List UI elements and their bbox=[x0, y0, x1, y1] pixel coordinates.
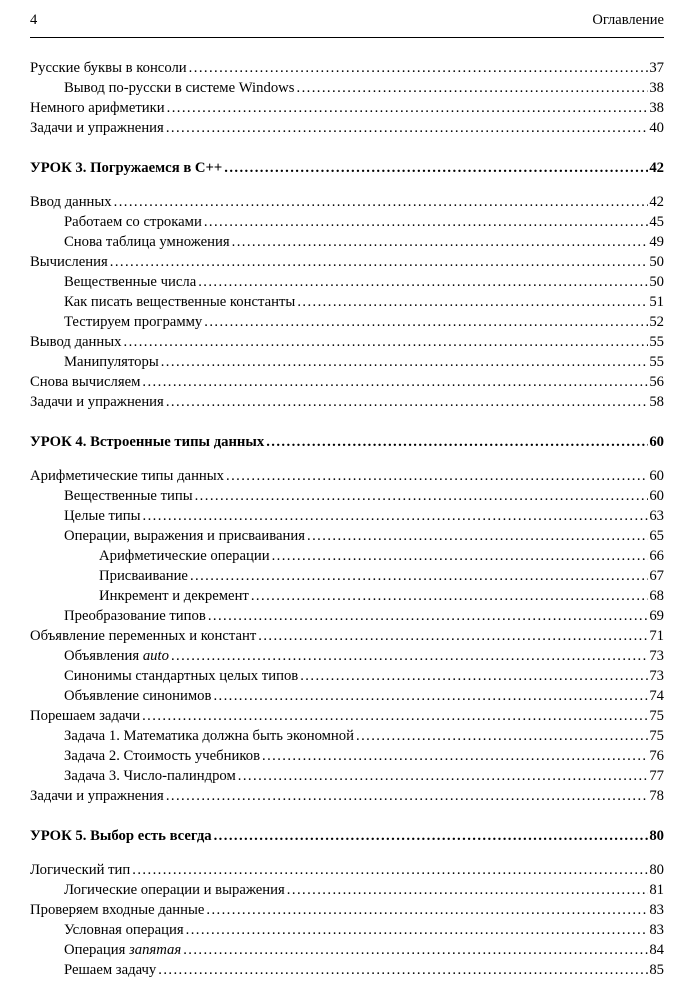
toc-entry bbox=[30, 78, 664, 98]
toc-entry-page-number: 55 bbox=[649, 354, 664, 370]
dot-leader bbox=[166, 786, 649, 806]
dot-leader bbox=[142, 372, 648, 392]
table-of-contents bbox=[30, 58, 664, 980]
dot-leader bbox=[262, 746, 648, 766]
toc-entry-page-number: 76 bbox=[649, 748, 664, 764]
dot-leader bbox=[272, 546, 649, 566]
dot-leader bbox=[232, 232, 649, 252]
toc-entry-page-number: 80 bbox=[649, 862, 664, 878]
toc-section-heading bbox=[30, 826, 664, 846]
dot-leader bbox=[198, 272, 648, 292]
toc-entry bbox=[30, 312, 664, 332]
toc-entry-page-number: 84 bbox=[649, 942, 664, 958]
toc-entry-title: Задачи и упражнения bbox=[30, 788, 164, 804]
dot-leader bbox=[166, 118, 649, 138]
toc-entry bbox=[30, 586, 664, 606]
toc-entry-page-number: 58 bbox=[649, 394, 664, 410]
dot-leader bbox=[110, 252, 649, 272]
toc-entry-page-number: 38 bbox=[649, 100, 664, 116]
toc-entry bbox=[30, 706, 664, 726]
dot-leader bbox=[204, 212, 648, 232]
toc-entry-page-number: 65 bbox=[649, 528, 664, 544]
toc-entry-title: Вычисления bbox=[30, 254, 108, 270]
toc-section-heading-page-number: 60 bbox=[649, 434, 664, 450]
toc-entry-page-number: 71 bbox=[649, 628, 664, 644]
toc-entry-page-number: 68 bbox=[649, 588, 664, 604]
toc-entry-page-number: 69 bbox=[649, 608, 664, 624]
toc-entry-title: Как писать вещественные константы bbox=[64, 294, 296, 310]
dot-leader bbox=[142, 706, 648, 726]
toc-entry bbox=[30, 940, 664, 960]
toc-entry-title: Объявление переменных и констант bbox=[30, 628, 257, 644]
dot-leader bbox=[266, 432, 648, 452]
toc-entry-title: Присваивание bbox=[99, 568, 188, 584]
toc-entry bbox=[30, 232, 664, 252]
toc-entry-page-number: 81 bbox=[649, 882, 664, 898]
toc-section bbox=[30, 432, 664, 806]
toc-entry-title: Объявление синонимов bbox=[64, 688, 212, 704]
page-header bbox=[30, 10, 664, 38]
toc-entry-title: Задачи и упражнения bbox=[30, 120, 164, 136]
dot-leader bbox=[307, 526, 648, 546]
dot-leader bbox=[190, 566, 648, 586]
toc-section-heading-title: УРОК 5. Выбор есть всегда bbox=[30, 828, 212, 844]
toc-entry bbox=[30, 192, 664, 212]
toc-entry-page-number: 38 bbox=[649, 80, 664, 96]
toc-entry-page-number: 83 bbox=[649, 922, 664, 938]
toc-section-heading-title: УРОК 4. Встроенные типы данных bbox=[30, 434, 265, 450]
toc-entry bbox=[30, 960, 664, 980]
toc-entry-page-number: 73 bbox=[649, 668, 664, 684]
dot-leader bbox=[238, 766, 649, 786]
toc-entry-title: Снова вычисляем bbox=[30, 374, 141, 390]
toc-entry bbox=[30, 920, 664, 940]
toc-entry bbox=[30, 506, 664, 526]
toc-entry bbox=[30, 372, 664, 392]
toc-section-heading-page-number: 80 bbox=[649, 828, 664, 844]
dot-leader bbox=[356, 726, 648, 746]
dot-leader bbox=[183, 940, 648, 960]
toc-section-heading bbox=[30, 158, 664, 178]
toc-entry-title: Преобразование типов bbox=[64, 608, 206, 624]
toc-entry-page-number: 67 bbox=[649, 568, 664, 584]
toc-entry bbox=[30, 58, 664, 78]
dot-leader bbox=[297, 292, 648, 312]
toc-entry-page-number: 85 bbox=[649, 962, 664, 978]
toc-entry-title: Операции, выражения и присваивания bbox=[64, 528, 306, 544]
toc-entry-title: Вывод данных bbox=[30, 334, 122, 350]
toc-section bbox=[30, 826, 664, 980]
toc-entry-title: Логический тип bbox=[30, 862, 131, 878]
dot-leader bbox=[171, 646, 648, 666]
toc-entry-page-number: 49 bbox=[649, 234, 664, 250]
toc-entry-title: Тестируем программу bbox=[64, 314, 203, 330]
toc-entry bbox=[30, 526, 664, 546]
toc-entry-title: Порешаем задачи bbox=[30, 708, 141, 724]
toc-entry-page-number: 55 bbox=[649, 334, 664, 350]
toc-entry-page-number: 60 bbox=[649, 468, 664, 484]
dot-leader bbox=[158, 960, 648, 980]
toc-section bbox=[30, 58, 664, 138]
toc-entry-title: Русские буквы в консоли bbox=[30, 60, 187, 76]
toc-entry-title: Вывод по-русски в системе Windows bbox=[64, 80, 295, 96]
toc-entry-title: Манипуляторы bbox=[64, 354, 159, 370]
toc-entry bbox=[30, 786, 664, 806]
dot-leader bbox=[208, 606, 649, 626]
toc-entry-page-number: 74 bbox=[649, 688, 664, 704]
toc-entry bbox=[30, 766, 664, 786]
dot-leader bbox=[114, 192, 649, 212]
dot-leader bbox=[300, 666, 648, 686]
toc-entry-title: Арифметические типы данных bbox=[30, 468, 225, 484]
toc-entry-title: Целые типы bbox=[64, 508, 141, 524]
toc-entry-title: Немного арифметики bbox=[30, 100, 165, 116]
toc-entry-title: Условная операция bbox=[64, 922, 184, 938]
toc-section-heading bbox=[30, 432, 664, 452]
toc-entry bbox=[30, 486, 664, 506]
toc-entry-title: Задача 2. Стоимость учебников bbox=[64, 748, 260, 764]
toc-entry bbox=[30, 666, 664, 686]
dot-leader bbox=[195, 486, 649, 506]
dot-leader bbox=[258, 626, 648, 646]
toc-entry-title-emphasis: auto bbox=[142, 648, 169, 664]
toc-entry bbox=[30, 466, 664, 486]
toc-entry-page-number: 75 bbox=[649, 708, 664, 724]
dot-leader bbox=[161, 352, 649, 372]
toc-entry-title: Логические операции и выражения bbox=[64, 882, 285, 898]
toc-entry-title: Арифметические операции bbox=[99, 548, 270, 564]
toc-entry-page-number: 78 bbox=[649, 788, 664, 804]
dot-leader bbox=[224, 158, 648, 178]
dot-leader bbox=[214, 826, 649, 846]
toc-entry bbox=[30, 646, 664, 666]
toc-entry bbox=[30, 860, 664, 880]
toc-entry-page-number: 77 bbox=[649, 768, 664, 784]
dot-leader bbox=[189, 58, 649, 78]
dot-leader bbox=[287, 880, 649, 900]
toc-entry-page-number: 73 bbox=[649, 648, 664, 664]
toc-entry-title-emphasis: запятая bbox=[129, 942, 182, 958]
toc-entry-page-number: 51 bbox=[649, 294, 664, 310]
toc-entry-title: Вещественные типы bbox=[64, 488, 193, 504]
toc-entry bbox=[30, 566, 664, 586]
toc-entry bbox=[30, 626, 664, 646]
dot-leader bbox=[226, 466, 648, 486]
dot-leader bbox=[204, 312, 648, 332]
toc-entry-page-number: 83 bbox=[649, 902, 664, 918]
dot-leader bbox=[251, 586, 648, 606]
dot-leader bbox=[124, 332, 649, 352]
toc-entry bbox=[30, 686, 664, 706]
dot-leader bbox=[297, 78, 649, 98]
toc-entry bbox=[30, 98, 664, 118]
toc-entry bbox=[30, 252, 664, 272]
toc-entry-title: Задачи и упражнения bbox=[30, 394, 164, 410]
dot-leader bbox=[167, 98, 649, 118]
toc-entry bbox=[30, 606, 664, 626]
toc-entry-title: Решаем задачу bbox=[64, 962, 157, 978]
toc-entry bbox=[30, 332, 664, 352]
toc-entry-title: Ввод данных bbox=[30, 194, 112, 210]
toc-entry-page-number: 52 bbox=[649, 314, 664, 330]
toc-entry bbox=[30, 546, 664, 566]
toc-entry-title: Снова таблица умножения bbox=[64, 234, 230, 250]
toc-entry-title: Синонимы стандартных целых типов bbox=[64, 668, 299, 684]
toc-entry-title: Операция запятая bbox=[64, 942, 182, 958]
toc-entry bbox=[30, 900, 664, 920]
toc-entry bbox=[30, 212, 664, 232]
toc-entry-page-number: 42 bbox=[649, 194, 664, 210]
toc-entry-title: Задача 1. Математика должна быть экономной bbox=[64, 728, 354, 744]
toc-entry-page-number: 50 bbox=[649, 254, 664, 270]
toc-entry-page-number: 45 bbox=[649, 214, 664, 230]
toc-entry bbox=[30, 746, 664, 766]
toc-entry-title: Вещественные числа bbox=[64, 274, 197, 290]
toc-entry-page-number: 63 bbox=[649, 508, 664, 524]
dot-leader bbox=[213, 686, 648, 706]
toc-section bbox=[30, 158, 664, 412]
toc-entry bbox=[30, 272, 664, 292]
folio-page-number: 4 bbox=[30, 12, 38, 28]
toc-entry-title: Объявления auto bbox=[64, 648, 169, 664]
toc-entry-page-number: 66 bbox=[649, 548, 664, 564]
toc-entry-page-number: 60 bbox=[649, 488, 664, 504]
toc-entry bbox=[30, 292, 664, 312]
toc-entry-page-number: 50 bbox=[649, 274, 664, 290]
toc-section-heading-title: УРОК 3. Погружаемся в C++ bbox=[30, 160, 223, 176]
dot-leader bbox=[186, 920, 649, 940]
toc-entry-page-number: 56 bbox=[649, 374, 664, 390]
toc-entry-title: Работаем со строками bbox=[64, 214, 202, 230]
toc-entry bbox=[30, 392, 664, 412]
toc-section-heading-page-number: 42 bbox=[649, 160, 664, 176]
toc-entry-title: Инкремент и декремент bbox=[99, 588, 249, 604]
toc-entry-page-number: 40 bbox=[649, 120, 664, 136]
dot-leader bbox=[166, 392, 649, 412]
dot-leader bbox=[143, 506, 649, 526]
toc-entry bbox=[30, 726, 664, 746]
toc-entry bbox=[30, 880, 664, 900]
running-title: Оглавление bbox=[592, 12, 664, 28]
dot-leader bbox=[132, 860, 648, 880]
dot-leader bbox=[206, 900, 648, 920]
toc-entry-page-number: 75 bbox=[649, 728, 664, 744]
toc-entry bbox=[30, 352, 664, 372]
toc-entry-page-number: 37 bbox=[649, 60, 664, 76]
toc-entry bbox=[30, 118, 664, 138]
toc-entry-title: Задача 3. Число-палиндром bbox=[64, 768, 236, 784]
toc-entry-title: Проверяем входные данные bbox=[30, 902, 205, 918]
